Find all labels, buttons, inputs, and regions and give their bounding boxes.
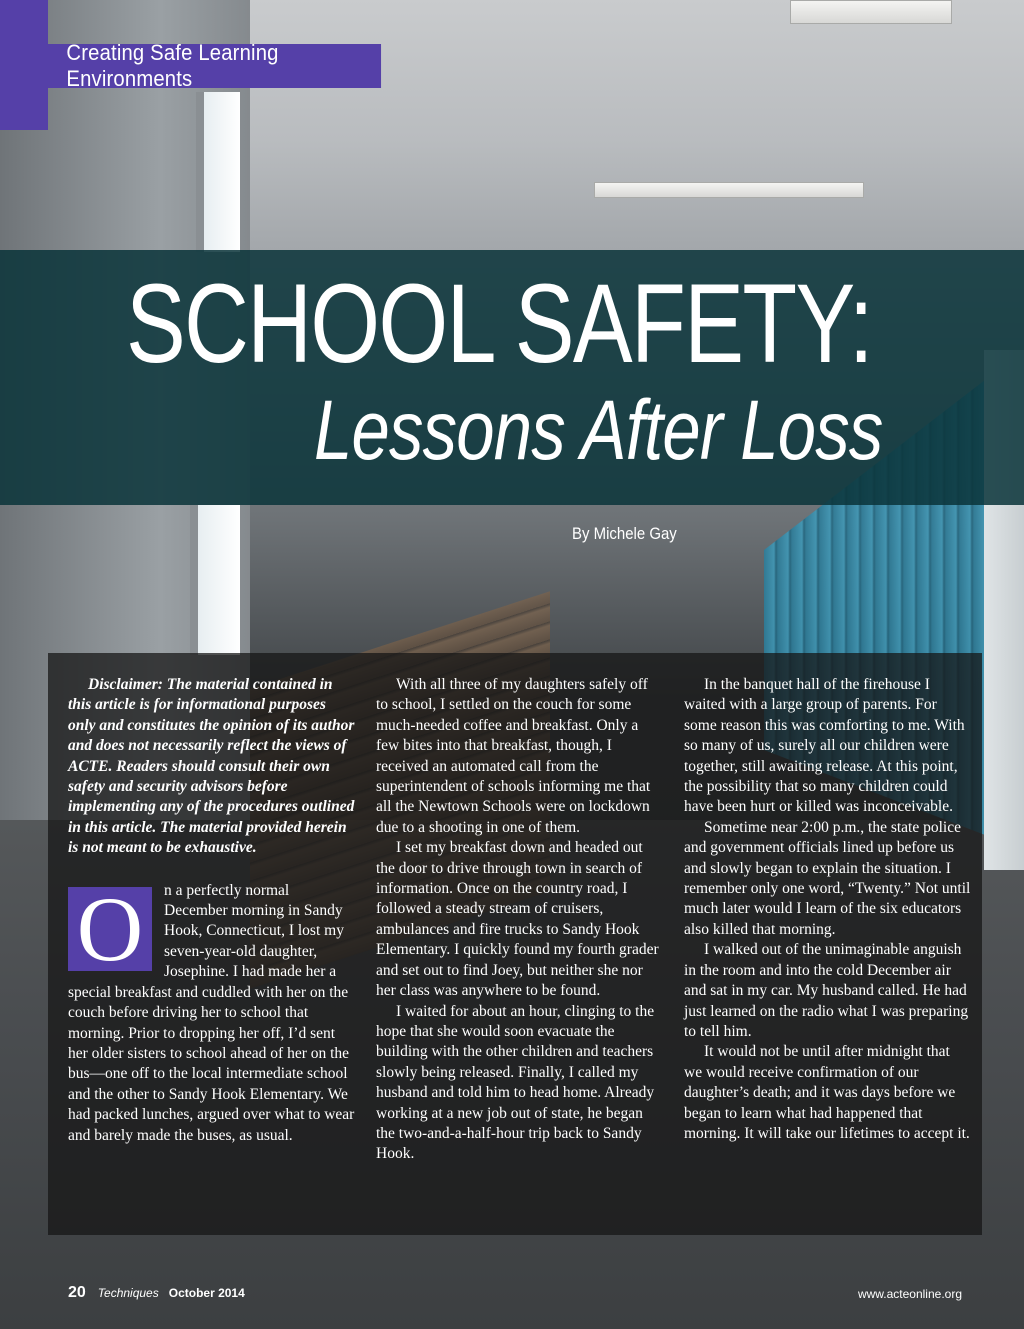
article-paragraph: I set my breakfast down and headed out the door to drive through town in search of information. Once on the country road, I followed a steady stream of cruisers, ambulances and fire trucks to Sandy Hook Elementary. I quickly found my fourth grader and set out to find Joey, but neither she nor her class was anywhere to be found. <box>376 839 659 1000</box>
page-footer <box>68 1284 245 1302</box>
article-subtitle: Lessons After Loss <box>314 383 883 477</box>
section-tag: Creating Safe Learning Environments <box>48 44 381 88</box>
article-column-1 <box>68 675 355 1146</box>
byline: By Michele Gay <box>572 524 677 543</box>
article-title: SCHOOL SAFETY: <box>126 261 873 386</box>
footer-url-link[interactable]: www.acteonline.org <box>857 1287 962 1301</box>
drop-cap: O <box>68 887 152 971</box>
page-number: 20 <box>68 1284 86 1301</box>
article-column-3 <box>684 675 971 1144</box>
article-paragraph: In the banquet hall of the firehouse I waited with a large group of parents. For some reason this was comforting to me. With so many of us, surely all our children were together, still awaiting release. At this point, the possibility that so many children could have been hurt or killed was inconceivable. <box>684 676 965 816</box>
article-paragraph: Sometime near 2:00 p.m., the state police and government officials lined up before us and slowly began to explain the situation. I remember only one word, “Twenty.” Not until much later would I learn of the six educators also killed that morning. <box>684 818 971 938</box>
issue-date: October 2014 <box>168 1286 245 1300</box>
hallway-window <box>190 505 240 655</box>
article-paragraph <box>68 877 355 1146</box>
hallway-window <box>196 92 240 252</box>
article-paragraph: It would not be until after midnight that we would receive confirmation of our daughter’s death; and it was days before we began to learn what had happened that morning. It will take our lifetimes to accept it. <box>684 1043 970 1142</box>
section-accent-bar <box>0 0 48 130</box>
ceiling-light <box>594 182 864 198</box>
article-column-2 <box>376 675 663 1165</box>
ceiling-light <box>790 0 952 24</box>
article-paragraph: I waited for about an hour, clinging to the hope that she would soon evacuate the building with the other children and teachers slowly being released. Finally, I called my husband and told him to head home. Already working at a new job out of state, he began the two-and-a-half-hour trip back to Sandy Hook. <box>376 1002 655 1163</box>
article-paragraph: With all three of my daughters safely off to school, I settled on the couch for some much-needed coffee and breakfast. Only a few bites into that breakfast, though, I received an automated call from the superintendent of schools informing me that all the Newtown Schools were on lockdown due to a shooting in one of them. <box>376 676 651 836</box>
magazine-name: Techniques <box>97 1286 159 1300</box>
disclaimer: Disclaimer: The material contained in this article is for informational purposes only and constitutes the opinion of its author and does not necessarily reflect the views of ACTE. Readers should consult their own safety and security advisors before implementing any of the procedures outlined in this article. The material provided herein is not meant to be exhaustive. <box>68 676 355 857</box>
paragraph-text: n a perfectly normal December morning in Sandy Hook, Connecticut, I lost my seven-year-old daughter, Josephine. I had made her a special breakfast and cuddled with her on the couch before driving her to school that morning. Prior to dropping her off, I’d sent her older sisters to school ahead of her on the bus—one off to the local intermediate school and the other to Sandy Hook Elementary. We had packed lunches, argued over what to wear and barely made the buses, as usual. <box>68 881 355 1144</box>
article-paragraph: I walked out of the unimaginable anguish in the room and into the cold December air and sat in my car. My husband called. He had just learned on the radio what I was preparing to tell him. <box>684 941 969 1040</box>
